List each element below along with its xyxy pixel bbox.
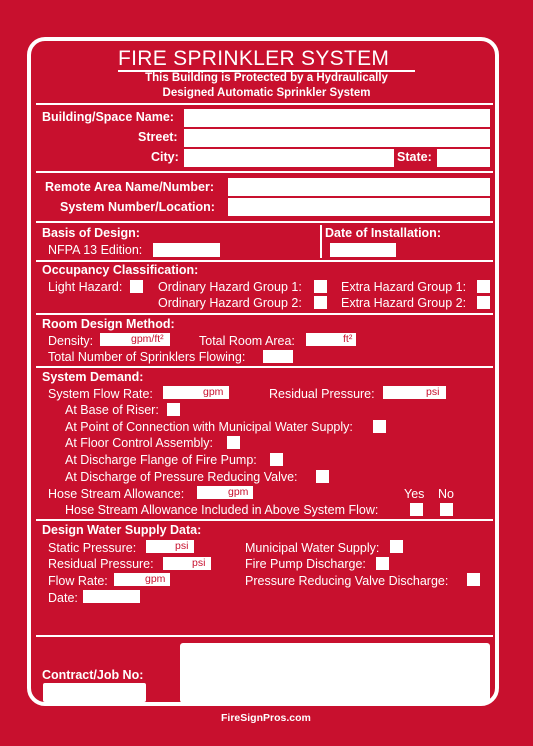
extra-hazard-2-label: Extra Hazard Group 2:	[341, 296, 467, 310]
system-number-field[interactable]	[228, 198, 490, 216]
pump-flange-label: At Discharge Flange of Fire Pump:	[65, 453, 257, 467]
sprinklers-flowing-field[interactable]	[263, 350, 293, 363]
divider	[36, 519, 493, 521]
divider	[36, 221, 493, 223]
hose-stream-unit: gpm	[228, 486, 249, 498]
sign-subtitle-line1: This Building is Protected by a Hydraulically	[145, 72, 388, 84]
static-pressure-label: Static Pressure:	[48, 541, 137, 555]
system-flow-unit: gpm	[203, 386, 224, 398]
water-supply-heading: Design Water Supply Data:	[42, 523, 202, 537]
system-demand-heading: System Demand:	[42, 370, 144, 384]
notes-field[interactable]	[180, 643, 490, 703]
date-installation-heading: Date of Installation:	[325, 226, 441, 240]
extra-hazard-1-label: Extra Hazard Group 1:	[341, 280, 467, 294]
light-hazard-checkbox[interactable]	[130, 280, 143, 293]
floor-control-checkbox[interactable]	[227, 436, 240, 449]
total-room-area-label: Total Room Area:	[199, 334, 295, 348]
divider	[36, 103, 493, 105]
hose-included-yes-checkbox[interactable]	[410, 503, 423, 516]
divider	[36, 260, 493, 262]
base-of-riser-label: At Base of Riser:	[65, 403, 159, 417]
ordinary-hazard-1-label: Ordinary Hazard Group 1:	[158, 280, 302, 294]
street-field[interactable]	[184, 129, 490, 147]
yes-label: Yes	[404, 487, 425, 501]
ordinary-hazard-2-checkbox[interactable]	[314, 296, 327, 309]
contract-label: Contract/Job No:	[42, 668, 144, 682]
ordinary-hazard-1-checkbox[interactable]	[314, 280, 327, 293]
supply-residual-unit: psi	[192, 557, 206, 569]
remote-area-label: Remote Area Name/Number:	[45, 180, 215, 194]
sign-subtitle-line2: Designed Automatic Sprinkler System	[162, 87, 371, 99]
static-pressure-unit: psi	[175, 540, 189, 552]
fire-pump-discharge-label: Fire Pump Discharge:	[245, 557, 366, 571]
footer-website: FireSignPros.com	[221, 712, 311, 724]
state-label: State:	[397, 150, 432, 164]
residual-pressure-label: Residual Pressure:	[269, 387, 375, 401]
density-unit: gpm/ft²	[131, 333, 164, 345]
nfpa-edition-field[interactable]	[153, 243, 220, 257]
system-flow-label: System Flow Rate:	[48, 387, 153, 401]
floor-control-label: At Floor Control Assembly:	[65, 436, 213, 450]
sign-title: FIRE SPRINKLER SYSTEM	[118, 47, 390, 70]
supply-date-label: Date:	[48, 591, 78, 605]
extra-hazard-1-checkbox[interactable]	[477, 280, 490, 293]
municipal-supply-label: Municipal Water Supply:	[245, 541, 380, 555]
light-hazard-label: Light Hazard:	[48, 280, 123, 294]
street-label: Street:	[138, 130, 178, 144]
occupancy-heading: Occupancy Classification:	[42, 263, 199, 277]
building-name-label: Building/Space Name:	[42, 110, 174, 124]
remote-area-field[interactable]	[228, 178, 490, 196]
flow-rate-label: Flow Rate:	[48, 574, 108, 588]
city-field[interactable]	[184, 149, 394, 167]
contract-field[interactable]	[43, 683, 146, 702]
state-field[interactable]	[437, 149, 490, 167]
room-design-heading: Room Design Method:	[42, 317, 175, 331]
prv-supply-checkbox[interactable]	[467, 573, 480, 586]
residual-pressure-unit: psi	[426, 386, 440, 398]
pump-flange-checkbox[interactable]	[270, 453, 283, 466]
divider	[36, 171, 493, 173]
prv-discharge-label: At Discharge of Pressure Reducing Valve:	[65, 470, 298, 484]
no-label: No	[438, 487, 454, 501]
prv-supply-label: Pressure Reducing Valve Discharge:	[245, 574, 449, 588]
system-number-label: System Number/Location:	[60, 200, 215, 214]
hose-included-label: Hose Stream Allowance Included in Above System Flow:	[65, 503, 379, 517]
sprinklers-flowing-label: Total Number of Sprinklers Flowing:	[48, 350, 246, 364]
city-label: City:	[151, 150, 179, 164]
hose-stream-label: Hose Stream Allowance:	[48, 487, 185, 501]
nfpa-edition-label: NFPA 13 Edition:	[48, 243, 143, 257]
extra-hazard-2-checkbox[interactable]	[477, 296, 490, 309]
municipal-supply-checkbox[interactable]	[390, 540, 403, 553]
supply-date-field[interactable]	[83, 590, 140, 603]
divider	[36, 313, 493, 315]
basis-heading: Basis of Design:	[42, 226, 140, 240]
supply-residual-label: Residual Pressure:	[48, 557, 154, 571]
vertical-divider	[320, 225, 322, 258]
municipal-connection-checkbox[interactable]	[373, 420, 386, 433]
divider	[36, 635, 493, 637]
flow-rate-unit: gpm	[145, 573, 166, 585]
municipal-connection-label: At Point of Connection with Municipal Water Supply:	[65, 420, 353, 434]
building-name-field[interactable]	[184, 109, 490, 127]
base-of-riser-checkbox[interactable]	[167, 403, 180, 416]
room-area-unit: ft²	[343, 333, 353, 345]
divider	[36, 366, 493, 368]
fire-pump-discharge-checkbox[interactable]	[376, 557, 389, 570]
hose-included-no-checkbox[interactable]	[440, 503, 453, 516]
prv-discharge-checkbox[interactable]	[316, 470, 329, 483]
density-label: Density:	[48, 334, 94, 348]
date-installation-field[interactable]	[330, 243, 396, 257]
ordinary-hazard-2-label: Ordinary Hazard Group 2:	[158, 296, 302, 310]
